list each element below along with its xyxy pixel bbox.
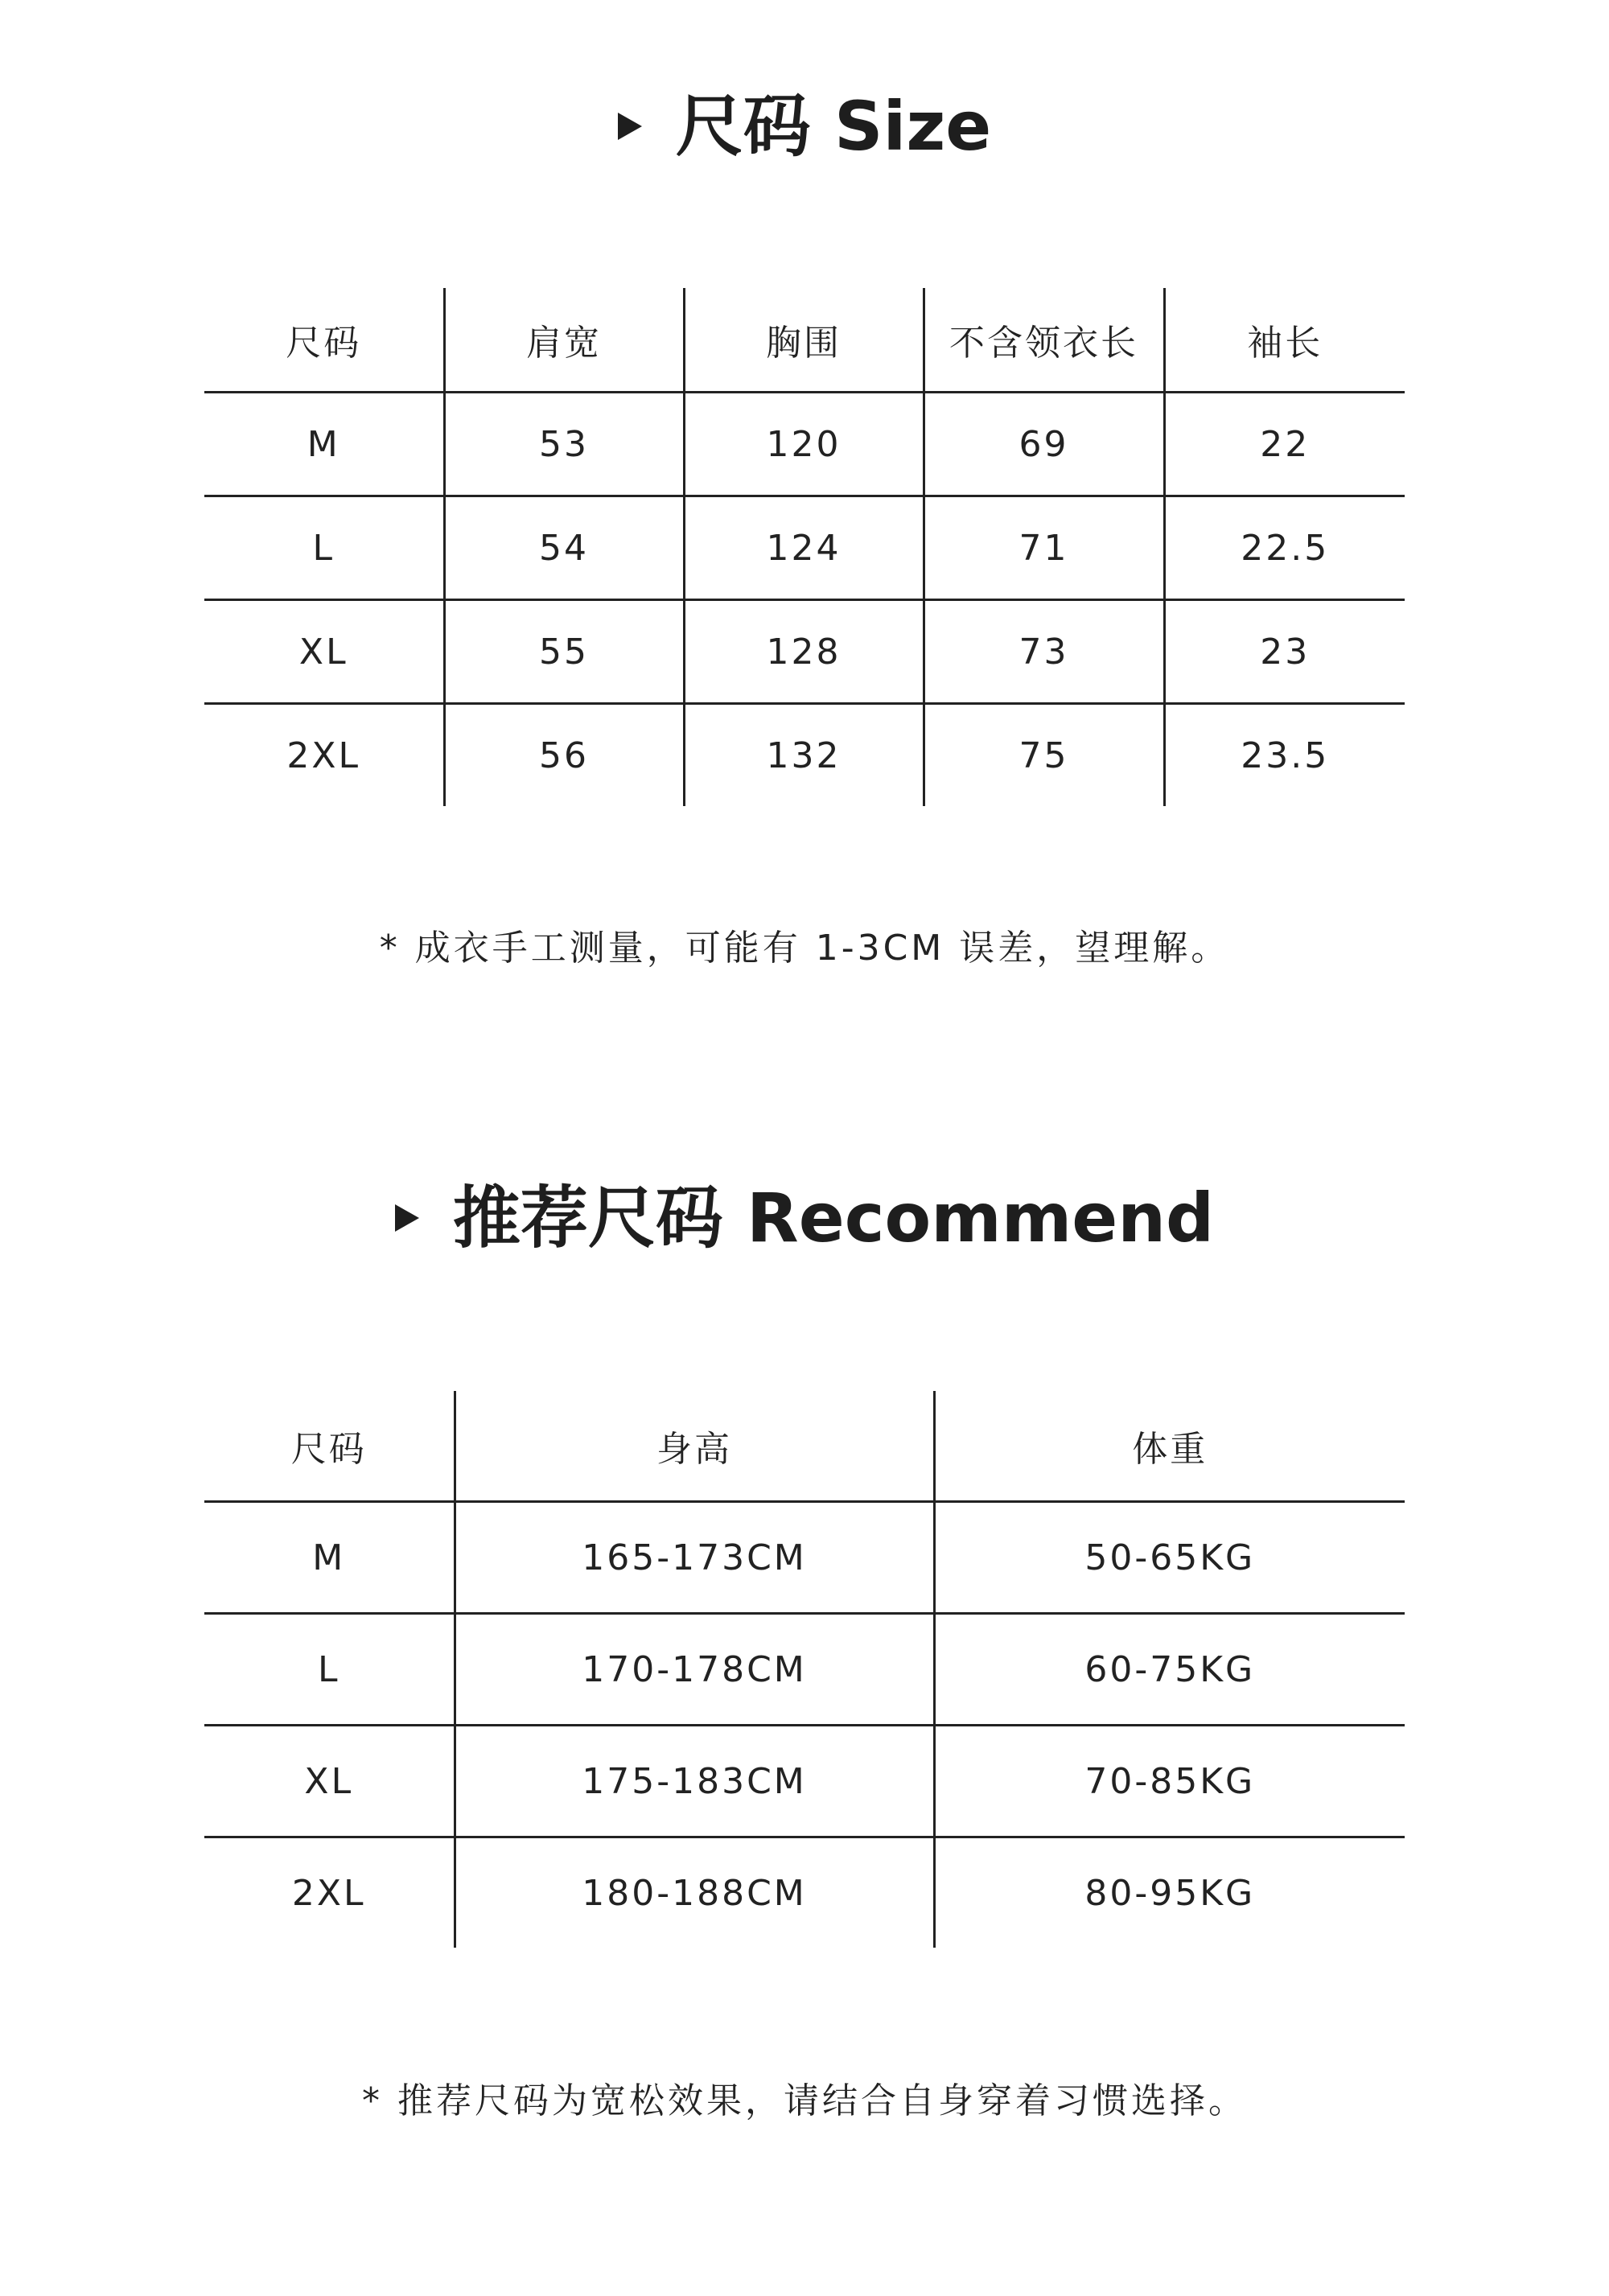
header-cell: 尺码 [204,1391,455,1502]
table-cell: L [204,496,444,600]
table-row [204,1614,1405,1726]
triangle-right-icon [618,113,642,140]
header-cell: 体重 [934,1391,1405,1502]
table-cell: 23 [1164,600,1405,704]
header-cell: 胸围 [684,288,924,393]
table-cell: L [204,1614,455,1726]
recommend-section-title [0,1179,1609,1257]
table-row [204,1502,1405,1614]
table-cell: M [204,393,444,496]
size-section-title [0,87,1609,166]
table-cell: 56 [444,704,684,807]
table-row [204,496,1405,600]
table-cell: XL [204,1726,455,1837]
table-row [204,1837,1405,1948]
size-note: * 成衣手工测量，可能有 1-3CM 误差，望理解。 [379,928,1230,969]
table-cell: 132 [684,704,924,807]
table-cell: 71 [924,496,1164,600]
size-table [204,288,1405,806]
header-cell: 身高 [455,1391,934,1502]
recommend-note: * 推荐尺码为宽松效果，请结合自身穿着习惯选择。 [362,2080,1247,2121]
header-cell: 袖长 [1164,288,1405,393]
table-cell: 22.5 [1164,496,1405,600]
table-header-row [204,288,1405,393]
table-cell: 70-85KG [934,1726,1405,1837]
size-title-text: 尺码 Size [675,87,992,166]
table-cell: 124 [684,496,924,600]
table-cell: 23.5 [1241,734,1330,776]
header-cell: 肩宽 [444,288,684,393]
table-row [204,393,1405,496]
table-row [204,704,1405,807]
table-row [204,1726,1405,1837]
table-cell: 128 [684,600,924,704]
table-cell: 175-183CM [455,1726,934,1837]
table-cell: 2XL [204,704,444,807]
recommend-title-text: 推荐尺码 Recommend [452,1179,1215,1257]
table-cell: 54 [444,496,684,600]
table-cell: XL [204,600,444,704]
table-cell: 75 [924,704,1164,807]
header-cell: 尺码 [204,288,444,393]
table-cell: 55 [444,600,684,704]
table-cell: M [204,1502,455,1614]
table-header-row [204,1391,1405,1502]
table-cell: 53 [444,393,684,496]
table-cell: 120 [684,393,924,496]
table-cell: 180-188CM [455,1837,934,1948]
table-cell: 80-95KG [1084,1872,1256,1914]
table-cell: 22 [1164,393,1405,496]
table-cell: 2XL [204,1837,455,1948]
table-cell: 73 [924,600,1164,704]
triangle-right-icon [395,1204,419,1232]
table-cell: 170-178CM [455,1614,934,1726]
table-cell: 69 [924,393,1164,496]
recommend-table [204,1391,1405,1948]
table-cell: 50-65KG [934,1502,1405,1614]
table-row [204,600,1405,704]
table-cell: 165-173CM [455,1502,934,1614]
table-cell: 60-75KG [934,1614,1405,1726]
header-cell: 不含领衣长 [924,288,1164,393]
